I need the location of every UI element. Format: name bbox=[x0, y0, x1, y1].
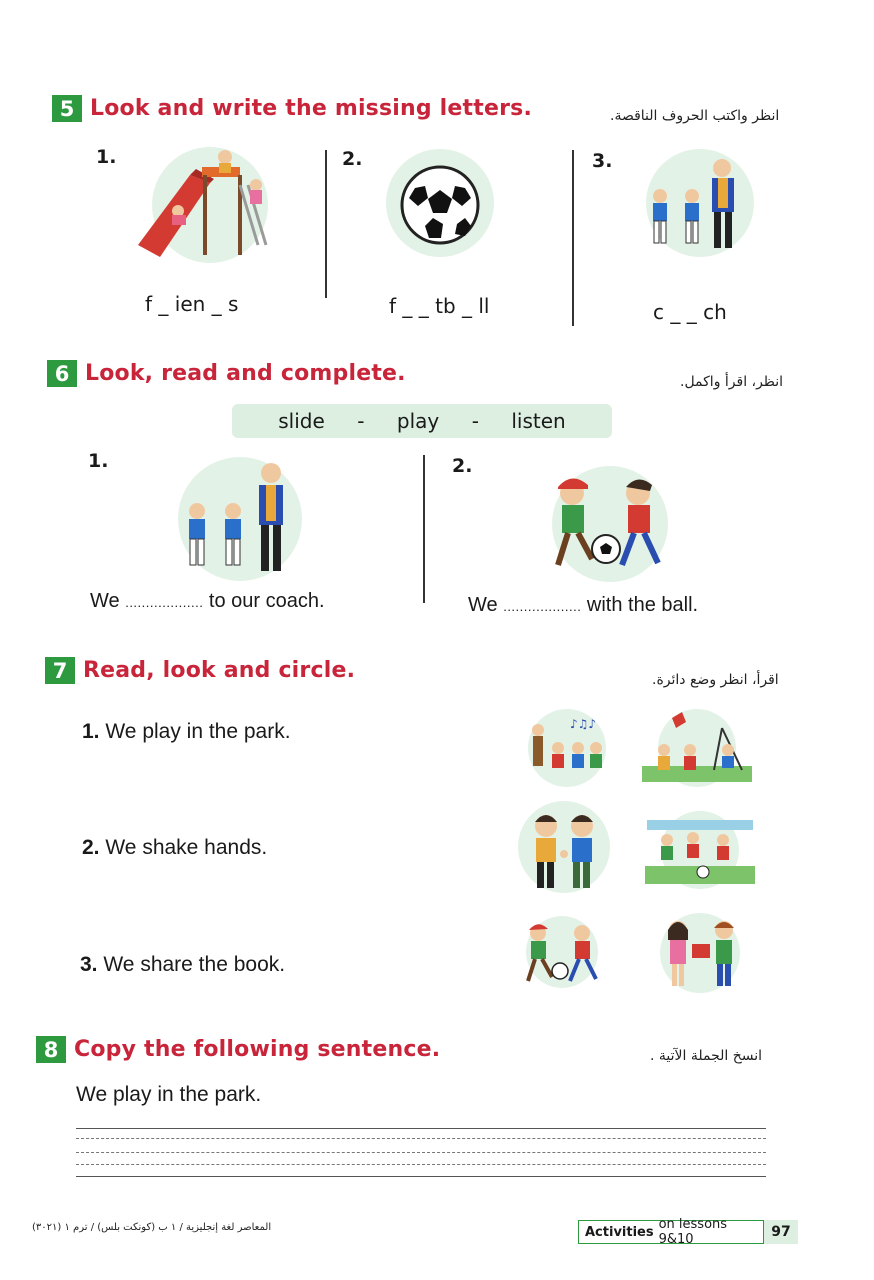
section-6-arabic-instruction: انظر، اقرأ واكمل. bbox=[680, 374, 784, 390]
answer-blank[interactable]: ................... bbox=[125, 595, 204, 610]
coach-with-boys-picture bbox=[632, 148, 767, 258]
s6-item2-number: 2. bbox=[452, 455, 473, 477]
word-bank-separator: - bbox=[471, 409, 479, 433]
boys-playing-football-picture[interactable] bbox=[512, 915, 612, 990]
football-picture bbox=[385, 148, 495, 258]
children-listening-music-picture[interactable] bbox=[522, 708, 612, 788]
section-7-title: Read, look and circle. bbox=[83, 658, 356, 683]
s5-item2-number: 2. bbox=[342, 148, 363, 170]
footer-activities: Activities bbox=[585, 1224, 654, 1240]
boys-playing-football-picture bbox=[530, 465, 690, 583]
divider-line bbox=[325, 150, 327, 298]
footer-lessons: on lessons 9&10 bbox=[658, 1217, 728, 1247]
section-8-badge: 8 bbox=[36, 1036, 66, 1063]
boys-shaking-hands-picture[interactable] bbox=[512, 800, 616, 895]
s5-item1-word: f _ ien _ s bbox=[145, 292, 239, 316]
word-bank bbox=[232, 404, 612, 438]
section-5-badge: 5 bbox=[52, 95, 82, 122]
boys-playing-football-picture[interactable] bbox=[645, 810, 755, 890]
item-number: 1. bbox=[82, 720, 100, 743]
section-7-badge: 7 bbox=[45, 657, 75, 684]
divider-line bbox=[572, 150, 574, 326]
section-6-badge: 6 bbox=[47, 360, 77, 387]
children-in-park-picture[interactable] bbox=[642, 708, 752, 788]
item-text: We share the book. bbox=[103, 953, 286, 976]
sentence-start: We bbox=[90, 590, 120, 612]
writing-line-guide bbox=[76, 1164, 766, 1165]
writing-line[interactable] bbox=[76, 1128, 766, 1129]
word-bank-separator: - bbox=[357, 409, 365, 433]
divider-line bbox=[423, 455, 425, 603]
s7-item2 bbox=[82, 836, 267, 860]
item-number: 2. bbox=[82, 836, 100, 859]
s5-item3-word: c _ _ ch bbox=[653, 300, 727, 324]
writing-line[interactable] bbox=[76, 1176, 766, 1177]
item-text: We play in the park. bbox=[105, 720, 291, 743]
coach-with-boys-picture bbox=[165, 455, 315, 583]
answer-blank[interactable]: ................... bbox=[503, 599, 582, 614]
children-sharing-book-picture[interactable] bbox=[650, 912, 750, 994]
s5-item3-number: 3. bbox=[592, 150, 613, 172]
s6-item1-sentence bbox=[90, 590, 325, 613]
lesson-footer bbox=[578, 1217, 764, 1247]
section-7-arabic-instruction: اقرأ، انظر وضع دائرة. bbox=[652, 672, 779, 688]
svg-text:♪♫♪: ♪♫♪ bbox=[570, 717, 597, 731]
s7-item1 bbox=[82, 720, 291, 744]
word-bank-item: listen bbox=[511, 409, 566, 433]
s6-item1-number: 1. bbox=[88, 450, 109, 472]
writing-line-guide bbox=[76, 1152, 766, 1153]
sentence-end: with the ball. bbox=[586, 594, 699, 616]
section-5-arabic-instruction: انظر واكتب الحروف الناقصة. bbox=[610, 108, 780, 124]
s5-item2-word: f _ _ tb _ ll bbox=[389, 294, 490, 318]
word-bank-item: slide bbox=[278, 409, 325, 433]
item-number: 3. bbox=[80, 953, 98, 976]
section-8-title: Copy the following sentence. bbox=[74, 1037, 441, 1062]
slide-playground-picture bbox=[130, 145, 275, 265]
s7-item3 bbox=[80, 953, 285, 977]
section-6-title: Look, read and complete. bbox=[85, 361, 406, 386]
section-8-arabic-instruction: انسخ الجملة الآتية . bbox=[650, 1048, 763, 1064]
publisher-footer: المعاصر لغة إنجليزية / ١ ب (كونكت بلس) / ترم ١ (٣٠٢١) bbox=[32, 1222, 272, 1233]
s6-item2-sentence bbox=[468, 594, 698, 617]
word-bank-item: play bbox=[396, 409, 440, 433]
page-number: 97 bbox=[764, 1220, 798, 1244]
sentence-start: We bbox=[468, 594, 498, 616]
section-8-header bbox=[36, 1036, 440, 1063]
section-6-header bbox=[47, 360, 406, 387]
section-7-header bbox=[45, 657, 355, 684]
writing-line-guide bbox=[76, 1138, 766, 1139]
sentence-end: to our coach. bbox=[208, 590, 325, 612]
section-5-title: Look and write the missing letters. bbox=[90, 96, 533, 121]
s5-item1-number: 1. bbox=[96, 146, 117, 168]
item-text: We shake hands. bbox=[105, 836, 268, 859]
model-sentence: We play in the park. bbox=[76, 1083, 262, 1106]
section-5-header bbox=[52, 95, 532, 122]
